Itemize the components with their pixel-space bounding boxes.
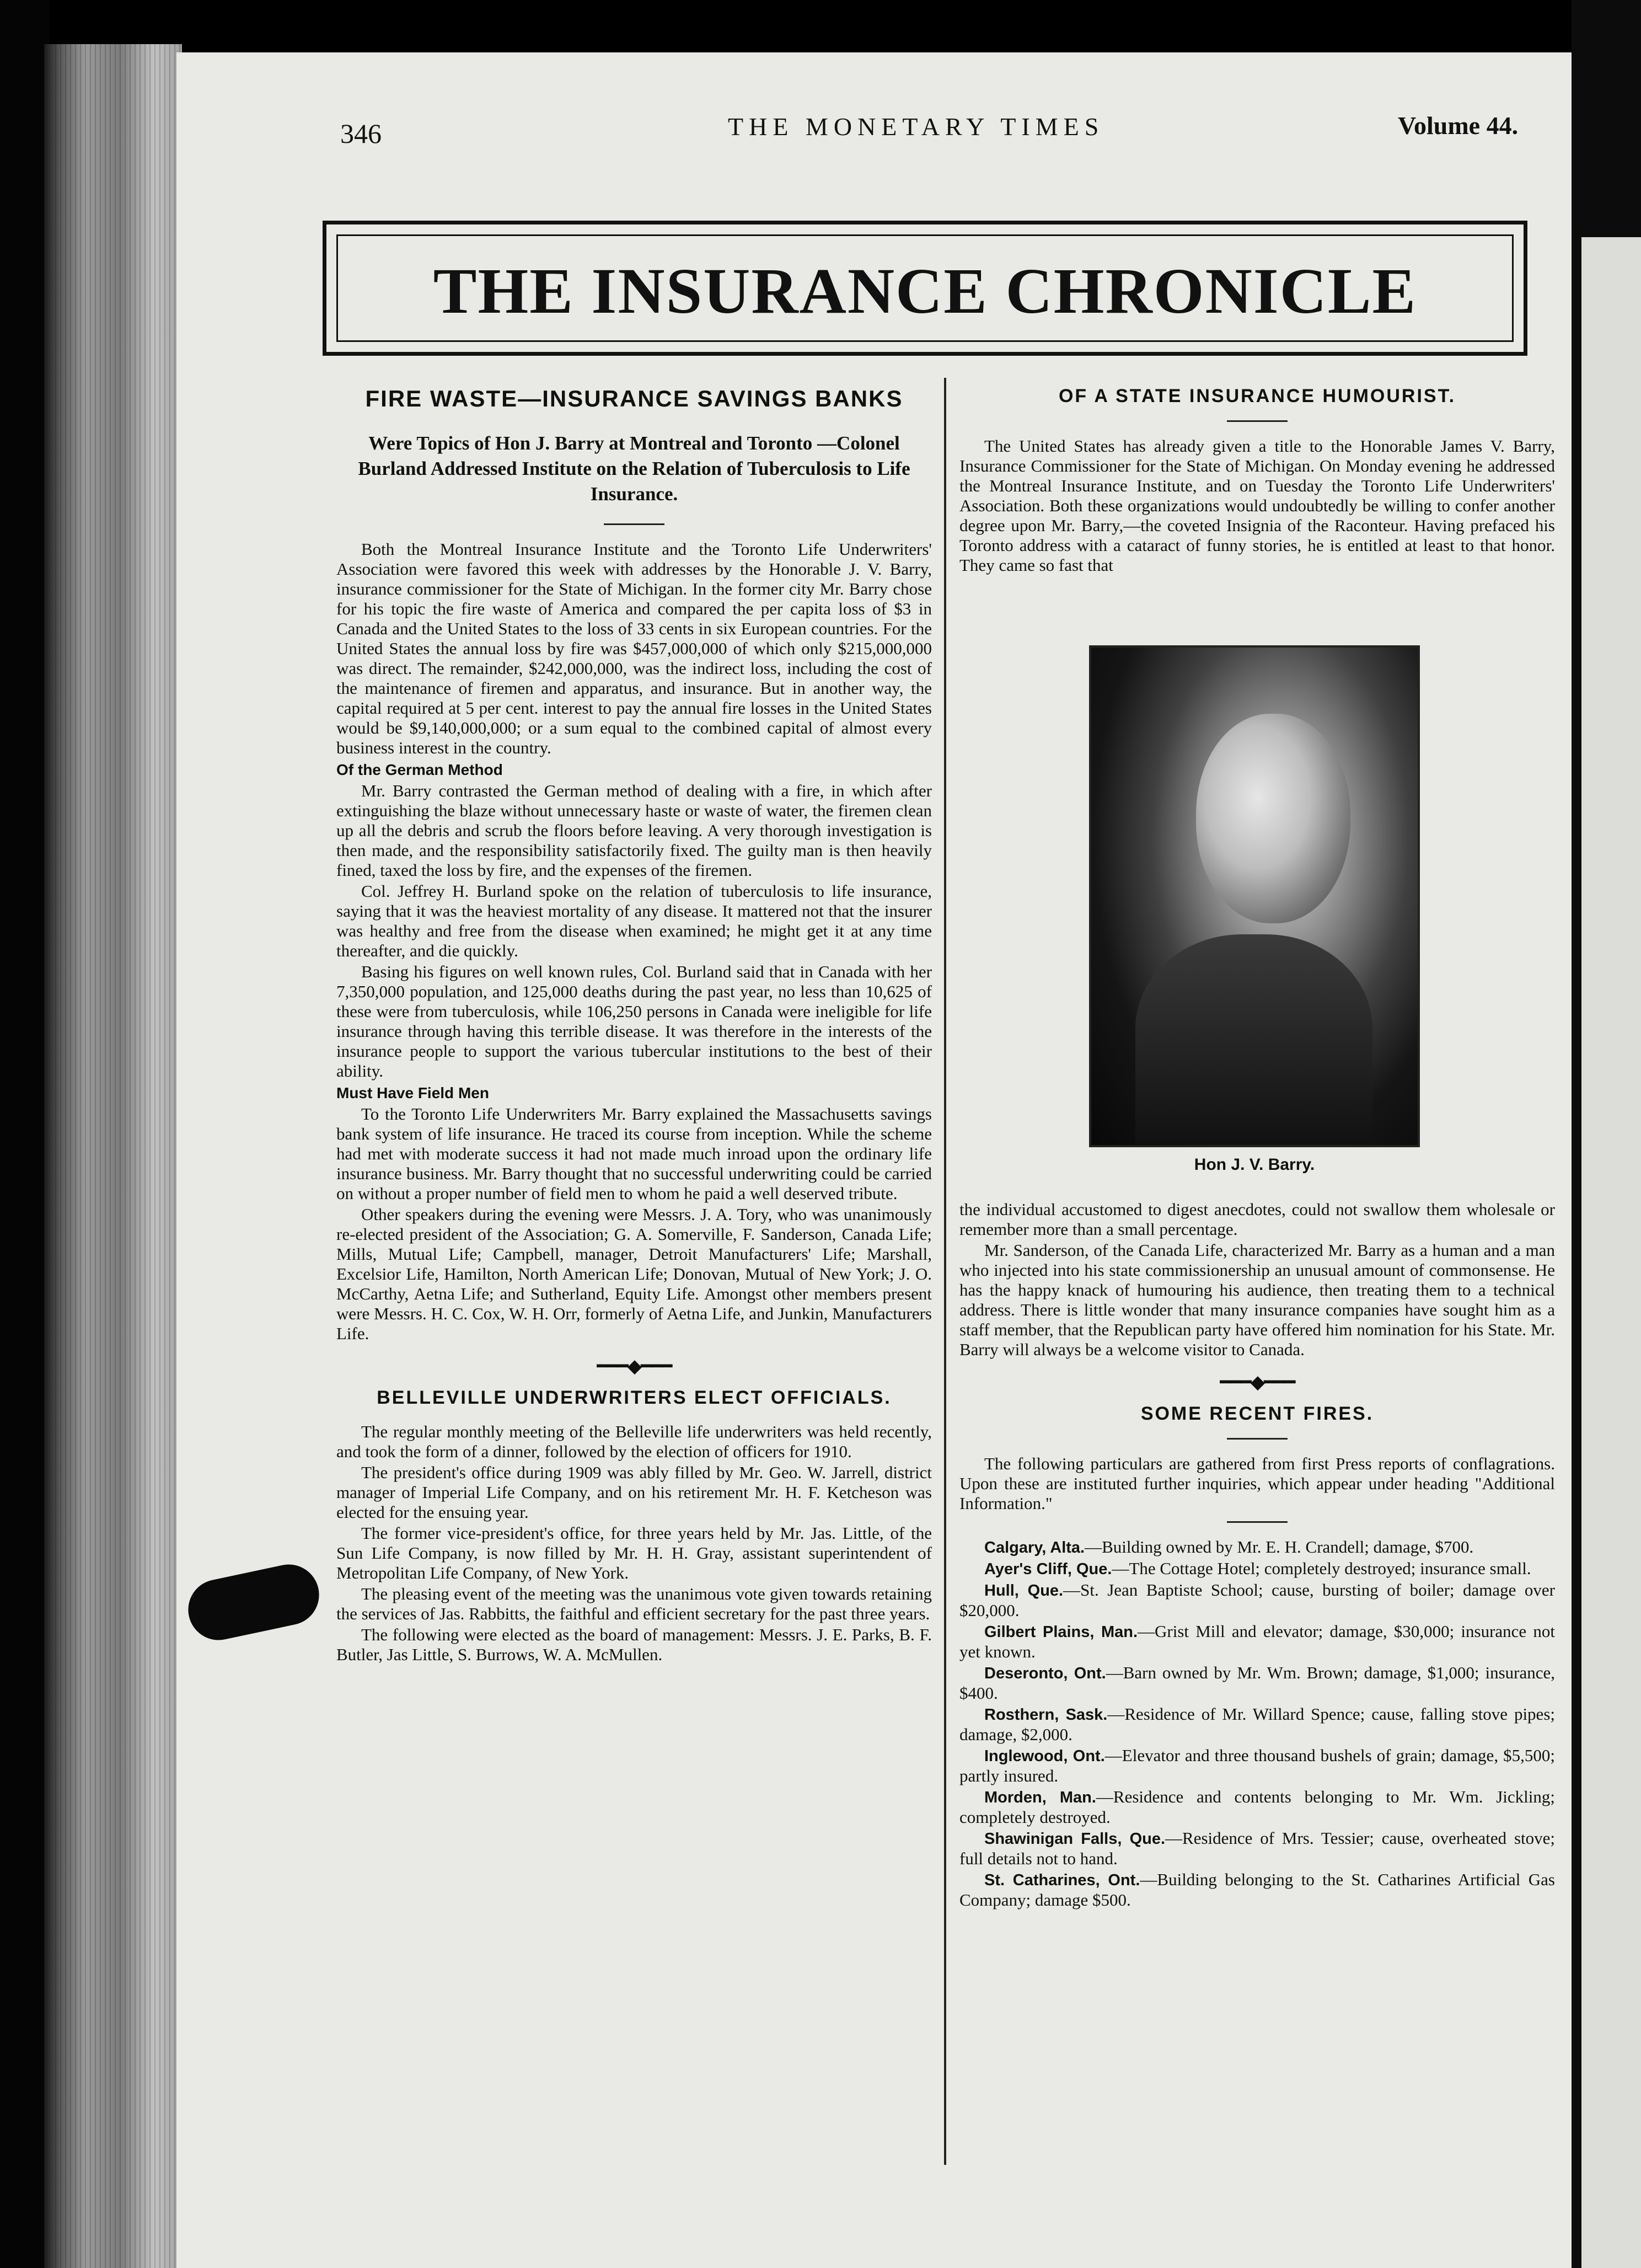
fire-details: —Residence and contents belonging to Mr. Wm. Jickling; completely destroyed. <box>959 1787 1555 1827</box>
divider <box>604 523 664 525</box>
divider <box>1227 1521 1288 1523</box>
ornament-divider: ━━━◆━━━ <box>1220 1372 1295 1393</box>
article-paragraph: Both the Montreal Insurance Institute and the Toronto Life Underwriters' Association were favored this week with addresses by the Honorable J. V. Barry, insurance commissioner for the State of Michigan. In the former city Mr. Barry chose for his topic the fire waste of America and compared the per capita loss of $3 in Canada and the United States to the loss of 33 cents in six European countries. For the United States the annual loss by fire was $457,000,000 of which only $215,000,000 was direct. The remainder, $242,000,000, was the indirect loss, including the cost of the maintenance of firemen and apparatus, and insurance. But in another way, the capital required at 5 per cent. interest to pay the annual fire losses in the United States would be $9,140,000,000; or a sum equal to the combined capital of almost every business interest in the country. <box>336 539 932 757</box>
right-column-top <box>959 386 1555 576</box>
volume-label: Volume 44. <box>1398 111 1519 140</box>
right-column-bottom <box>959 1200 1555 1911</box>
fire-location: Morden, Man. <box>984 1789 1096 1806</box>
fire-details: —Residence of Mr. Willard Spence; cause, falling stove pipes; damage, $2,000. <box>959 1704 1555 1744</box>
article-paragraph: Col. Jeffrey H. Burland spoke on the relation of tuberculosis to life insurance, saying that it was the heaviest mortality of any disease. It mattered not that the insurer was healthy and free from the disease when examined; he might get it at any time thereafter, and die quickly. <box>336 881 932 960</box>
subheading: Must Have Field Men <box>336 1084 489 1101</box>
fire-details: —The Cottage Hotel; completely destroyed; insurance small. <box>1112 1559 1531 1578</box>
fire-location: Calgary, Alta. <box>984 1539 1085 1556</box>
article-paragraph: The pleasing event of the meeting was the unanimous vote given towards retaining the services of Jas. Rabbitts, the faithful and efficient secretary for the past three years. <box>336 1584 932 1623</box>
fire-details: —Grist Mill and elevator; damage, $30,000; insurance not yet known. <box>959 1622 1555 1661</box>
fire-location: Gilbert Plains, Man. <box>984 1623 1138 1641</box>
fire-location: Ayer's Cliff, Que. <box>984 1560 1112 1578</box>
article-paragraph: The former vice-president's office, for three years held by Mr. Jas. Little, of the Sun Life Company, is now filled by Mr. H. H. Gray, assistant superintendent of Metropolitan Life Company, of New York. <box>336 1523 932 1582</box>
divider <box>1227 420 1288 422</box>
fire-report-item <box>959 1559 1555 1579</box>
banner-inner-border <box>336 234 1514 342</box>
scan-border-left <box>0 0 50 2268</box>
fire-report-item <box>959 1663 1555 1703</box>
portrait-head <box>1196 714 1350 923</box>
fire-location: Deseronto, Ont. <box>984 1665 1106 1682</box>
fire-report-item <box>959 1746 1555 1786</box>
fire-location: Shawinigan Falls, Que. <box>984 1830 1166 1848</box>
fire-details: —Elevator and three thousand bushels of grain; damage, $5,500; partly insured. <box>959 1746 1555 1785</box>
article-paragraph: The president's office during 1909 was ably filled by Mr. Geo. W. Jarrell, district manager of Imperial Life Company, and on his retirement Mr. H. F. Ketcheson was elected for the ensuing year. <box>336 1463 932 1522</box>
article-paragraph: Basing his figures on well known rules, Col. Burland said that in Canada with her 7,350,000 population, and 125,000 deaths during the past year, no less than 10,625 of these were from tuberculosis, while 106,250 persons in Canada were ineligible for life insurance through having this terrible disease. It was therefore in the interests of the insurance people to support the various tubercular institutions to the best of their ability. <box>336 962 932 1080</box>
fire-location: St. Catharines, Ont. <box>984 1871 1140 1889</box>
divider <box>1227 1438 1288 1440</box>
page-edges <box>55 44 182 2268</box>
fire-details: —Building belonging to the St. Catharines Artificial Gas Company; damage $500. <box>959 1870 1555 1909</box>
article-paragraph: The following were elected as the board of management: Messrs. J. E. Parks, B. F. Butler, Jas Little, S. Burrows, W. A. McMullen. <box>336 1625 932 1664</box>
subheading: Of the German Method <box>336 761 503 778</box>
column-rule <box>944 378 946 2165</box>
article-headline: FIRE WASTE—INSURANCE SAVINGS BANKS <box>365 386 903 411</box>
fire-report-item <box>959 1787 1555 1827</box>
fire-location: Hull, Que. <box>984 1582 1064 1600</box>
article-paragraph: To the Toronto Life Underwriters Mr. Barry explained the Massachusetts savings bank system of life insurance. He traced its course from inception. While the scheme had met with moderate success it had not made much inroad upon the ordinary life insurance business. Mr. Barry thought that no successful underwriting could be carried on without a proper number of field men to whom he paid a well deserved tribute. <box>336 1104 932 1203</box>
article-headline: SOME RECENT FIRES. <box>1140 1403 1374 1424</box>
article-headline: BELLEVILLE UNDERWRITERS ELECT OFFICIALS. <box>377 1387 892 1408</box>
article-deck: Were Topics of Hon J. Barry at Montreal and Toronto —Colonel Burland Addressed Institute on the Relation of Tuberculosis to Life Insurance. <box>358 432 910 505</box>
fire-report-item <box>959 1828 1555 1869</box>
article-paragraph: The United States has already given a title to the Honorable James V. Barry, Insurance Commissioner for the State of Michigan. On Monday evening he addressed the Montreal Insurance Institute, and on Tuesday the Toronto Life Underwriters' Association. Both these organizations would undoubtedly be willing to confer another degree upon Mr. Barry,—the coveted Insignia of the Raconteur. Having prefaced his Toronto address with a cataract of funny stories, he is entitled at least to that honor. They came so fast that <box>959 436 1555 575</box>
fire-report-item <box>959 1537 1555 1558</box>
fire-report-item <box>959 1870 1555 1910</box>
fire-details: —Building owned by Mr. E. H. Crandell; damage, $700. <box>1085 1537 1474 1556</box>
fire-report-item <box>959 1580 1555 1620</box>
page-number: 346 <box>340 118 382 149</box>
article-headline: OF A STATE INSURANCE HUMOURIST. <box>1058 386 1456 406</box>
fire-location: Rosthern, Sask. <box>984 1706 1108 1724</box>
banner-title: THE INSURANCE CHRONICLE <box>433 255 1417 327</box>
left-column <box>336 386 932 1666</box>
article-paragraph: Mr. Barry contrasted the German method of dealing with a fire, in which after extinguishing the blaze without unnecessary haste or waste of water, the firemen clean up all the debris and scrub the floors before leaving. A very thorough investigation is then made, and the responsibility satisfactorily fixed. The guilty man is then heavily fined, taxed the loss by fire, and the expenses of the firemen. <box>336 781 932 880</box>
newspaper-page <box>176 52 1572 2268</box>
ornament-divider: ━━━◆━━━ <box>597 1356 672 1377</box>
fire-location: Inglewood, Ont. <box>984 1747 1105 1765</box>
portrait-photo <box>1089 645 1420 1147</box>
article-paragraph: Other speakers during the evening were Messrs. J. A. Tory, who was unanimously re-elected president of the Association; G. A. Somerville, F. Sanderson, Canada Life; Mills, Mutual Life; Campbell, manager, Detroit Manufacturers' Life; Marshall, Excelsior Life, Hamilton, North American Life; Donovan, Mutual of New York; J. O. McCarthy, Aetna Life; and Sutherland, Equity Life. Amongst other members present were Messrs. H. C. Cox, W. H. Orr, formerly of Aetna Life, and Junkin, Manufacturers Life. <box>336 1205 932 1343</box>
article-paragraph: the individual accustomed to digest anecdotes, could not swallow them wholesale or remember more than a small percentage. <box>959 1200 1555 1239</box>
photo-caption: Hon J. V. Barry. <box>1194 1156 1315 1174</box>
article-paragraph: The following particulars are gathered from first Press reports of conflagrations. Upon these are instituted further inquiries, which appear under heading "Additional Information." <box>959 1454 1555 1513</box>
section-banner <box>323 221 1527 356</box>
journal-title: THE MONETARY TIMES <box>728 113 1104 141</box>
article-paragraph: Mr. Sanderson, of the Canada Life, characterized Mr. Barry as a human and a man who injected into his state commissionership an unusual amount of commonsense. He has the happy knack of humouring his audience, then treating them to a technical address. There is little wonder that many insurance companies have sought him as a staff member, that the Republican party have offered him nomination for his State. Mr. Barry will always be a welcome visitor to Canada. <box>959 1240 1555 1359</box>
adjacent-page-edge <box>1581 237 1641 2268</box>
article-paragraph: The regular monthly meeting of the Belleville life underwriters was held recently, and took the form of a dinner, followed by the election of officers for 1910. <box>336 1422 932 1461</box>
fire-details: —Barn owned by Mr. Wm. Brown; damage, $1,000; insurance, $400. <box>959 1663 1555 1703</box>
fire-details: —Residence of Mrs. Tessier; cause, overheated stove; full details not to hand. <box>959 1828 1556 1868</box>
fire-report-item <box>959 1622 1555 1662</box>
portrait-coat <box>1135 934 1372 1144</box>
fire-report-item <box>959 1704 1555 1745</box>
fires-list <box>959 1537 1555 1910</box>
fire-details: —St. Jean Baptiste School; cause, bursting of boiler; damage over $20,000. <box>959 1580 1555 1620</box>
